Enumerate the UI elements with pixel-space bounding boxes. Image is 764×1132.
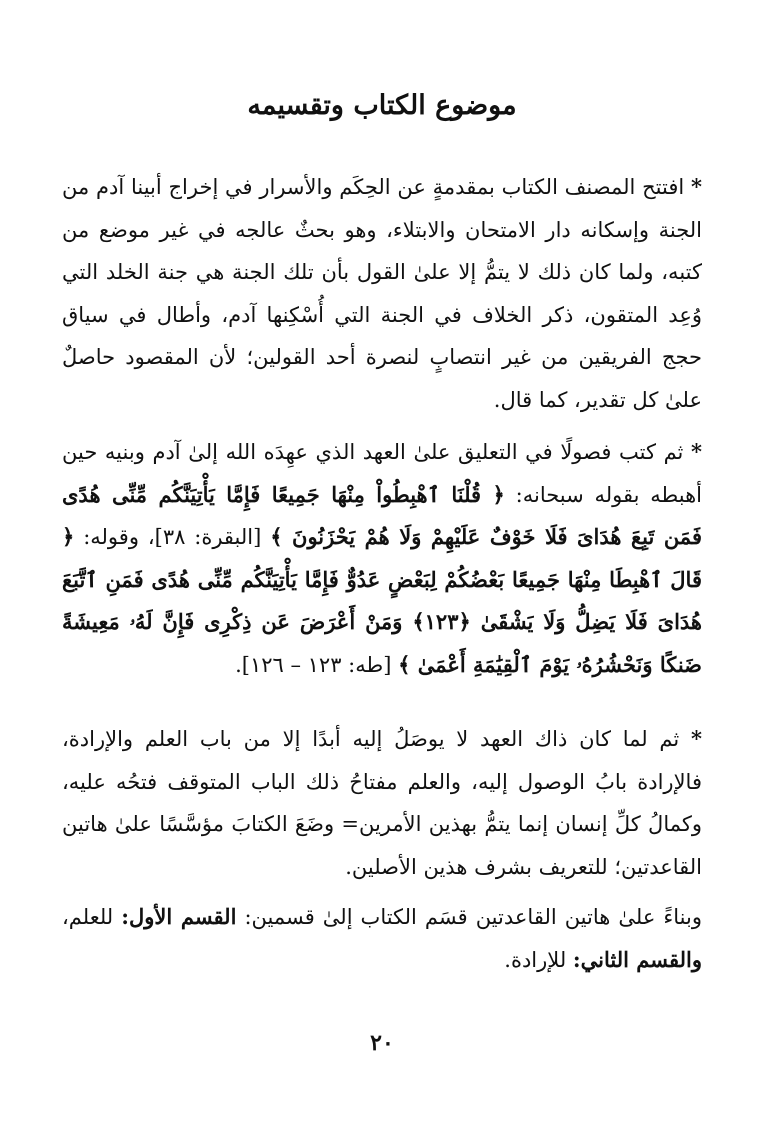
quran-verse-taha: ﴿ قَالَ ٱهْبِطَا مِنْهَا جَمِيعًا بَعْضُكُمْ لِبَعْضٍ عَدُوٌّ فَإِمَّا يَأْتِيَنَّكُم مِّنِّى هُدًى فَمَنِ ٱتَّبَعَ هُدَاىَ فَلَا يَضِلُّ وَلَا يَشْقَىٰ ﴿١٢٣﴾ وَمَنْ أَعْرَضَ عَن ذِكْرِى فَإِنَّ لَهُۥ مَعِيشَةً ضَنكًا وَنَحْشُرُهُۥ يَوْمَ ٱلْقِيَٰمَةِ أَعْمَىٰ ﴾: [62, 524, 702, 677]
paragraph-knowledge-will: [62, 718, 702, 888]
paragraph-text: [62, 166, 702, 422]
quran-verse-baqarah: ﴿ قُلْنَا ٱهْبِطُواْ مِنْهَا جَمِيعًا فَإِمَّا يَأْتِيَنَّكُم مِّنِّى هُدًى فَمَن تَبِعَ هُدَاىَ فَلَا خَوْفٌ عَلَيْهِمْ وَلَا هُمْ يَحْزَنُونَ ﴾: [62, 481, 702, 550]
paragraph-marker: *: [691, 726, 702, 751]
paragraph-opening: [62, 166, 702, 422]
page-number: ٢٠: [370, 1030, 394, 1056]
paragraph-text: [62, 431, 702, 687]
paragraph-division: [62, 896, 702, 981]
paragraph-intro: وبناءً علىٰ هاتين القاعدتين قسَم الكتاب إلىٰ قسمين:: [244, 905, 702, 929]
paragraph-marker: *: [691, 174, 702, 199]
paragraph-covenant: [62, 431, 702, 687]
part-one-label: القسم الأول:: [121, 904, 237, 929]
paragraph-body: ثم لما كان ذاك العهد لا يوصَلُ إليه أبدًا إلا من باب العلم والإرادة، فالإرادة بابُ الوصول إليه، والعلم مفتاحُ ذلك الباب المتوقف فتحُه عليه، وكمالُ كلِّ إنسان إنما يتمُّ بهذين الأمرين= وضَعَ الكتابَ مؤسَّسًا علىٰ هاتين القاعدتين؛ للتعريف بشرف هذين الأصلين.: [62, 727, 702, 879]
paragraph-body: افتتح المصنف الكتاب بمقدمةٍ عن الحِكَم والأسرار في إخراج أبينا آدم من الجنة وإسكانه دار الامتحان والابتلاء، وهو بحثٌ عالجه في غير موضع من كتبه، ولما كان ذلك لا يتمُّ إلا علىٰ القول بأن تلك الجنة هي جنة الخلد التي وُعِد المتقون، ذكر الخلاف في الجنة التي أُسْكِنها آدم، وأطال في سياق حجج الفريقين من غير انتصابٍ لنصرة أحد القولين؛ لأن المقصود حاصلٌ علىٰ كل تقدير، كما قال.: [62, 175, 702, 412]
verse-reference-baqarah: [البقرة: ٣٨]، وقوله:: [83, 525, 262, 550]
verse-reference-taha: [طه: ١٢٣ – ١٢٦].: [235, 652, 392, 677]
paragraph-intro: ثم كتب فصولًا في التعليق علىٰ العهد الذي عهِدَه الله إلىٰ آدم وبنيه حين أهبطه بقوله سبحانه:: [62, 440, 703, 507]
part-one-text: للعلم،: [62, 905, 114, 929]
paragraph-marker: *: [691, 439, 702, 464]
paragraph-text: [62, 718, 702, 888]
paragraph-text: [62, 896, 702, 981]
part-two-text: للإرادة.: [504, 947, 567, 972]
section-title: موضوع الكتاب وتقسيمه: [247, 90, 517, 121]
part-two-label: والقسم الثاني:: [572, 946, 702, 972]
